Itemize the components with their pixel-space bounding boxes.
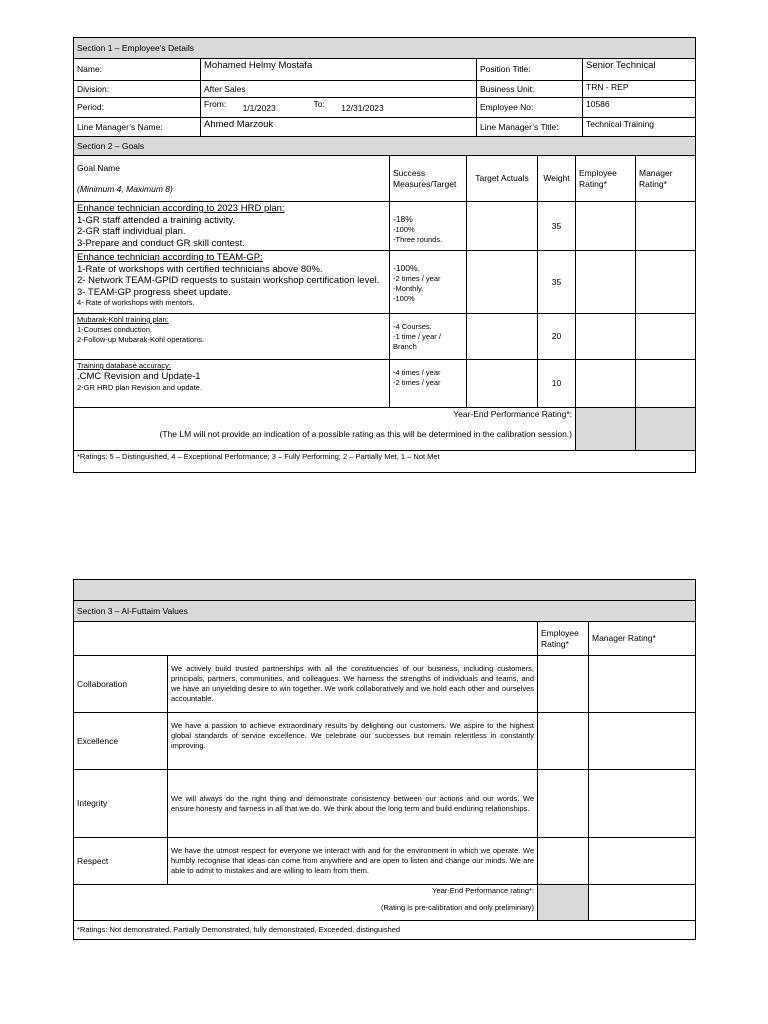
goal-count-hint: (Minimum 4, Maximum 8) [77, 183, 173, 194]
employee-rating-header: Employee Rating* [576, 156, 636, 202]
position-title-label: Position Title: [477, 59, 583, 81]
measure: -1 time / year / [393, 332, 441, 341]
manager-rating-cell [636, 202, 696, 251]
ratings-legend: *Ratings: 5 – Distinguished, 4 – Exceptional Performance; 3 – Fully Performing; 2 – Partially Met, 1 – Not Met [74, 451, 696, 473]
measures-cell [390, 360, 467, 408]
goal-item: .CMC Revision and Update-1 [77, 371, 201, 382]
goal-cell [74, 360, 390, 408]
measure: -4 Courses. [393, 322, 432, 331]
goal-item: 2- Network TEAM-GPID requests to sustain workshop certification level. [77, 275, 380, 286]
values-year-end-label: Year-End Performance rating*: [432, 886, 534, 895]
manager-rating-cell [636, 314, 696, 360]
goal-item: 2-Follow-up Mubarak-Kohl operations. [77, 335, 205, 344]
values-table [73, 579, 696, 940]
employee-rating-cell [576, 251, 636, 314]
goal-item: 4- Rate of workshops with mentors. [77, 298, 195, 307]
values-year-end-cell [74, 885, 538, 921]
goal-name-label: Goal Name [77, 163, 120, 173]
division-label: Division: [74, 81, 201, 98]
name-value: Mohamed Helmy Mostafa [201, 59, 477, 81]
goal-cell [74, 251, 390, 314]
year-end-rating-note: (The LM will not provide an indication of a possible rating as this will be determined in the calibration session.) [159, 428, 572, 439]
measures-cell [390, 202, 467, 251]
measure: -100% [393, 224, 415, 234]
section1-title: Section 1 – Employee’s Details [74, 38, 696, 59]
division-value: After Sales [201, 81, 477, 98]
value-name: Excellence [74, 713, 168, 770]
value-name: Respect [74, 838, 168, 885]
value-employee-rating [538, 770, 589, 838]
goal-title: Mubarak-Kohl training plan: [77, 315, 169, 324]
line-manager-label: Line Manager’s Name: [74, 118, 201, 137]
period-label: Period: [74, 98, 201, 118]
values-ratings-legend: *Ratings: Not demonstrated, Partially Demonstrated, fully demonstrated, Exceeded, distinguished [74, 921, 696, 940]
manager-rating-cell [636, 251, 696, 314]
weight-value: 35 [538, 202, 576, 251]
value-name: Integrity [74, 770, 168, 838]
section3-title: Section 3 – Al-Futtaim Values [74, 601, 696, 622]
value-description: We actively build trusted partnerships with all the constituencies of our business, including customers, principals, partners, communities, and colleagues. We harness the strengths of individuals and teams, and we have an unyielding desire to win together. We work collaboratively and we hold each other and ourselves accountable. [168, 656, 538, 713]
value-employee-rating [538, 713, 589, 770]
weight-value: 20 [538, 314, 576, 360]
measures-cell [390, 251, 467, 314]
value-description: We have the utmost respect for everyone we interact with and for the environment in which we operate. We humbly recognise that ideas can come from anywhere and are open to listen and change our minds. We are able to admit to mistakes and are willing to learn from them. [168, 838, 538, 885]
value-manager-rating [589, 838, 696, 885]
value-description: We will always do the right thing and demonstrate consistency between our actions and our words. We ensure honesty and fairness in all that we do. We think about the long term and build enduring relationships. [168, 770, 538, 838]
to-date: 12/31/2023 [341, 103, 384, 113]
section2-title: Section 2 – Goals [74, 137, 696, 156]
goal-item: 3- TEAM-GP progress sheet update. [77, 286, 231, 298]
position-title-value: Senior Technical [583, 59, 696, 81]
employee-details-table [73, 37, 696, 137]
goal-item: 2-GR staff individual plan. [77, 226, 186, 237]
business-unit-value: TRN - REP [583, 81, 696, 98]
year-end-rating-label: Year-End Performance Rating*: [453, 409, 572, 419]
goal-title: Training database accuracy: [77, 361, 171, 370]
measures-cell [390, 314, 467, 360]
goal-item: 3-Prepare and conduct GR skill contest. [77, 237, 245, 249]
manager-rating-cell [636, 360, 696, 408]
measure: -2 times / year [393, 273, 441, 283]
measure: -2 times / year [393, 378, 441, 387]
measure: Branch [393, 342, 417, 351]
goal-title: Enhance technician according to 2023 HRD plan: [77, 203, 285, 214]
value-manager-rating [589, 656, 696, 713]
period-to [311, 98, 477, 118]
name-label: Name: [74, 59, 201, 81]
goal-cell [74, 314, 390, 360]
values-header-blank [74, 622, 538, 656]
value-manager-rating [589, 770, 696, 838]
values-year-end-note: (Rating is pre-calibration and only preliminary) [381, 903, 534, 912]
year-end-manager-rating [636, 408, 696, 451]
goal-title: Enhance technician according to TEAM-GP: [77, 252, 263, 263]
year-end-employee-rating [576, 408, 636, 451]
year-end-rating-cell [74, 408, 576, 451]
measure: -18% [393, 214, 413, 224]
from-label: From: [204, 99, 227, 109]
value-row [74, 713, 696, 770]
weight-value: 10 [538, 360, 576, 408]
goal-row [74, 202, 696, 251]
business-unit-label: Business Unit: [477, 81, 583, 98]
measure: -4 times / year [393, 368, 441, 377]
goal-item: 1-Rate of workshops with certified technicians above 80%. [77, 263, 323, 275]
value-row [74, 838, 696, 885]
value-manager-rating [589, 713, 696, 770]
goal-name-header [74, 156, 390, 202]
values-table-header-band [74, 580, 696, 601]
measure: -Three rounds. [393, 234, 443, 244]
value-employee-rating [538, 656, 589, 713]
success-measures-header: Success Measures/Target [390, 156, 467, 202]
from-date: 1/1/2023 [242, 103, 276, 113]
employee-no-label: Employee No: [477, 98, 583, 118]
target-actuals-cell [467, 314, 538, 360]
goal-item: 1-Courses conduction. [77, 325, 153, 334]
weight-value: 35 [538, 251, 576, 314]
value-name: Collaboration [74, 656, 168, 713]
measure: -100% [393, 293, 415, 303]
values-manager-rating-header: Manager Rating* [589, 622, 696, 656]
values-year-end-manager-rating [589, 885, 696, 921]
values-employee-rating-header: Employee Rating* [538, 622, 589, 656]
value-row [74, 770, 696, 838]
target-actuals-cell [467, 360, 538, 408]
employee-no-value: 10586 [583, 98, 696, 118]
employee-rating-cell [576, 202, 636, 251]
target-actuals-header: Target Actuals [467, 156, 538, 202]
value-employee-rating [538, 838, 589, 885]
measure: -Monthly. [393, 283, 424, 293]
goal-row [74, 251, 696, 314]
manager-rating-header: Manager Rating* [636, 156, 696, 202]
goal-row [74, 360, 696, 408]
period-from [201, 98, 311, 118]
goal-row [74, 314, 696, 360]
employee-rating-cell [576, 360, 636, 408]
value-description: We have a passion to achieve extraordinary results by delighting our customers. We aspire to the highest global standards of service excellence. We celebrate our successes but remain relentless in constantly improving. [168, 713, 538, 770]
target-actuals-cell [467, 202, 538, 251]
to-label: To: [313, 99, 325, 109]
goals-table [73, 136, 696, 473]
goal-item: 1-GR staff attended a training activity. [77, 214, 236, 226]
line-manager-value: Ahmed Marzouk [201, 118, 477, 137]
line-manager-title-label: Line Manager’s Title: [477, 118, 583, 137]
goal-item: 2-GR HRD plan Revision and update. [77, 382, 203, 392]
goal-cell [74, 202, 390, 251]
employee-rating-cell [576, 314, 636, 360]
line-manager-title-value: Technical Training [583, 118, 696, 137]
target-actuals-cell [467, 251, 538, 314]
value-row [74, 656, 696, 713]
measure: -100%. [393, 263, 420, 273]
values-year-end-employee-rating [538, 885, 589, 921]
weight-header: Weight [538, 156, 576, 202]
